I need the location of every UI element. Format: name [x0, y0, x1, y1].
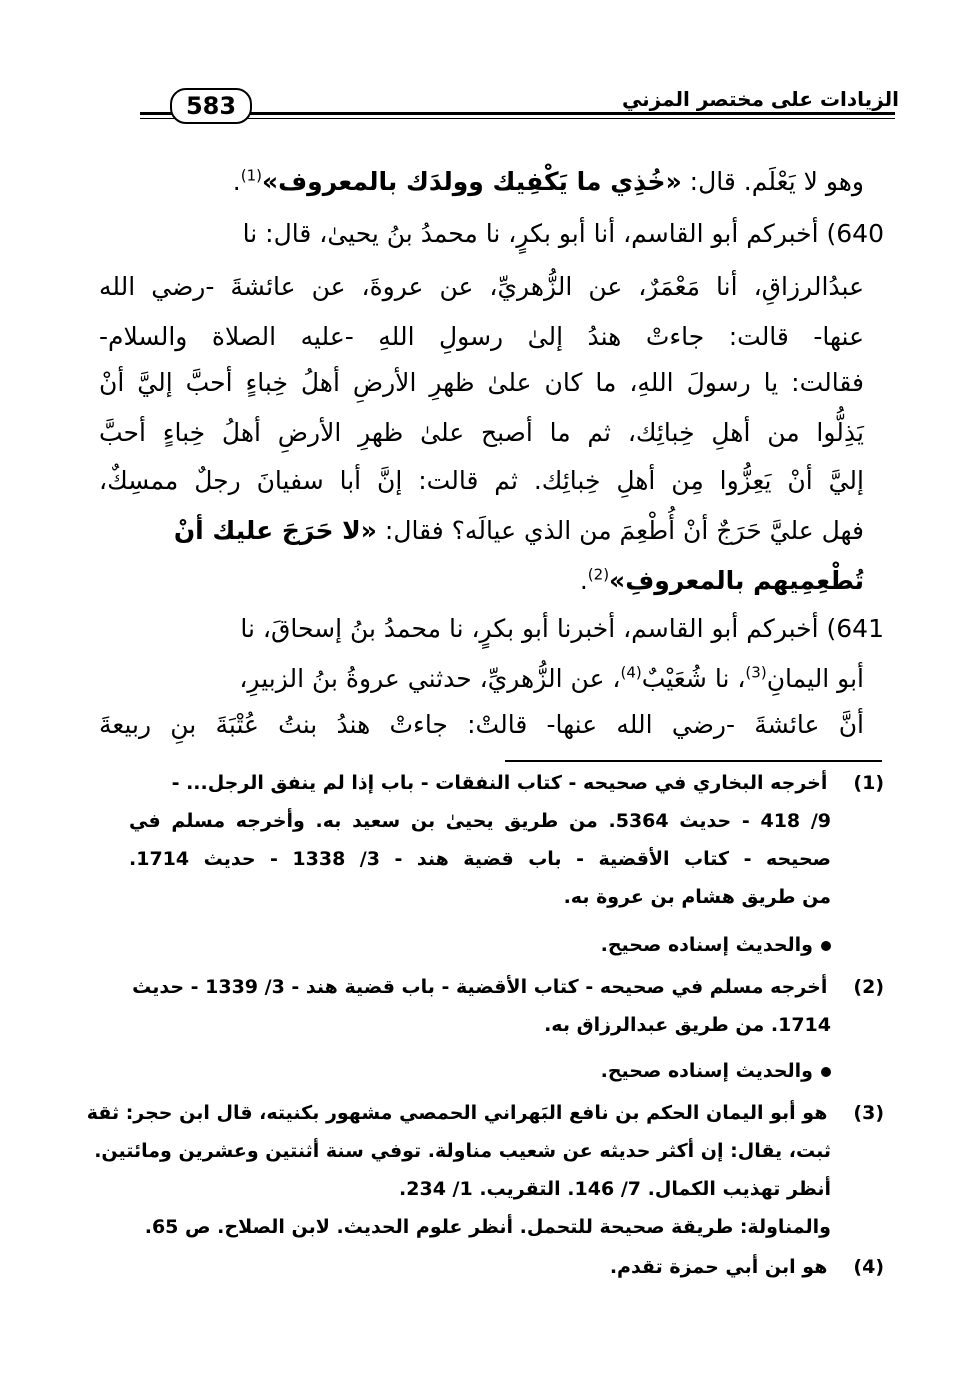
- footnote-text: والحديث إسناده صحيح.: [600, 934, 813, 956]
- entry-640-line-6: إليَّ أنْ يَعِزُّوا مِن أهلِ خِبائِك. ثم قالت: إنَّ أبا سفيانَ رجلٌ ممسِكٌ،: [99, 466, 864, 495]
- running-title: الزيادات على مختصر المزني: [621, 87, 899, 111]
- body-text: ، نا شُعَيْبٌ: [641, 664, 746, 693]
- footnote-1-line-1: [172, 770, 884, 796]
- bullet-icon: [821, 1067, 831, 1077]
- entry-640-line-8: [580, 564, 864, 598]
- footnote-text: والحديث إسناده صحيح.: [600, 1060, 813, 1082]
- body-text: أخبركم أبو القاسم، أخبرنا أبو بكرٍ، نا محمدُ بنُ إسحاقَ، نا: [240, 614, 819, 643]
- footnote-text: هو ابن أبي حمزة تقدم.: [609, 1256, 828, 1278]
- hadith-quote: تُطْعِمِيهم بالمعروفِ»: [609, 566, 864, 595]
- footnote-2-line-1: [132, 974, 884, 1000]
- entry-640-line-5: يَذِلُّوا من أهلِ خِبائِك، ثم ما أصبح علىٰ ظهرِ الأرضِ أهلُ خِباءٍ أحبَّ: [99, 418, 864, 447]
- entry-640-line-2: عبدُالرزاقِ، أنا مَعْمَرٌ، عن الزُّهريِّ، عن عروةَ، عن عائشةَ -رضي الله: [99, 272, 864, 301]
- footnote-ref: (4): [620, 663, 642, 682]
- footnote-text: أخرجه البخاري في صحيحه - كتاب النفقات - باب إذا لم ينفق الرجل... -: [171, 772, 828, 794]
- entry-number: 640): [826, 219, 884, 248]
- entry-number: 641): [826, 614, 884, 643]
- entry-641-line-3: أنَّ عائشةَ -رضي الله عنها- قالتْ: جاءتْ هندُ بنتُ عُتْبَةَ بنِ ربيعةَ: [99, 710, 864, 739]
- hadith-quote: «لا حَرَجَ عليك أنْ: [173, 516, 377, 545]
- footnote-1-note: [601, 932, 831, 958]
- footnote-3-line-4: والمناولة: طريقة صحيحة للتحمل. أنظر علوم الحديث. لابن الصلاح. ص 65.: [144, 1216, 831, 1238]
- footnote-1-line-3: صحيحه - كتاب الأقضية - باب قضية هند - 3/ 1338 - حديث 1714.: [129, 848, 831, 870]
- footnote-ref: (2): [587, 565, 610, 584]
- header-rule-thin: [140, 118, 895, 119]
- footnote-number: (2): [853, 976, 884, 998]
- entry-640-line-1: [243, 217, 884, 251]
- footnote-3-line-3: أنظر تهذيب الكمال. 7/ 146. التقريب. 1/ 234.: [399, 1178, 831, 1200]
- footnote-ref: (1): [240, 166, 262, 185]
- footnote-number: (4): [853, 1256, 884, 1278]
- entry-641-line-2: [239, 662, 864, 696]
- footnote-1-line-2: 9/ 418 - حديث 5364. من طريق يحيىٰ بن سعيد به. وأخرجه مسلم في: [129, 810, 831, 832]
- entry-640-line-7: [174, 514, 864, 548]
- footnote-number: (1): [853, 772, 884, 794]
- footnote-text: هو أبو اليمان الحكم بن نافع البَهراني الحمصي مشهور بكنيته، قال ابن حجر: ثقة: [86, 1102, 828, 1124]
- period: .: [232, 167, 241, 196]
- bullet-icon: [821, 941, 831, 951]
- period: .: [579, 566, 588, 595]
- footnote-2-line-2: 1714. من طريق عبدالرزاق به.: [544, 1014, 831, 1036]
- footnote-ref: (3): [745, 663, 767, 682]
- footnote-number: (3): [853, 1102, 884, 1124]
- entry-640-line-3: عنها- قالت: جاءتْ هندُ إلىٰ رسولِ اللهِ -عليه الصلاة والسلام-: [99, 322, 864, 351]
- footnote-divider: [505, 760, 882, 762]
- header-rule: [140, 112, 895, 115]
- footnote-text: أخرجه مسلم في صحيحه - كتاب الأقضية - باب قضية هند - 3/ 1339 - حديث: [132, 976, 828, 998]
- footnote-4-line-1: [610, 1254, 884, 1280]
- body-text: أبو اليمانِ: [766, 664, 864, 693]
- footnote-3-line-2: ثبت، يقال: إن أكثر حديثه عن شعيب مناولة. توفي سنة أثنتين وعشرين ومائتين.: [94, 1140, 831, 1162]
- body-line-1: [233, 165, 864, 199]
- footnote-2-note: [601, 1058, 831, 1084]
- body-text: وهو لا يَعْلَم. قال:: [681, 167, 864, 196]
- body-text: ، عن الزُّهريِّ، حدثني عروةُ بنُ الزبيرِ،: [239, 664, 621, 693]
- hadith-quote: «خُذِي ما يَكْفِيك وولدَك بالمعروف»: [261, 167, 682, 196]
- footnote-3-line-1: [87, 1100, 884, 1126]
- footnote-1-line-4: من طريق هشام بن عروة به.: [563, 886, 831, 908]
- entry-641-line-1: [240, 612, 884, 646]
- page-number: 583: [170, 88, 252, 124]
- entry-640-line-4: فقالت: يا رسولَ اللهِ، ما كان علىٰ ظهرِ الأرضِ أهلُ خِباءٍ أحبَّ إليَّ أنْ: [99, 368, 864, 397]
- body-text: فهل عليَّ حَرَجٌ أنْ أُطْعِمَ من الذي عيالَه؟ فقال:: [376, 516, 864, 545]
- body-text: أخبركم أبو القاسم، أنا أبو بكرٍ، نا محمدُ بنُ يحيىٰ، قال: نا: [242, 219, 819, 248]
